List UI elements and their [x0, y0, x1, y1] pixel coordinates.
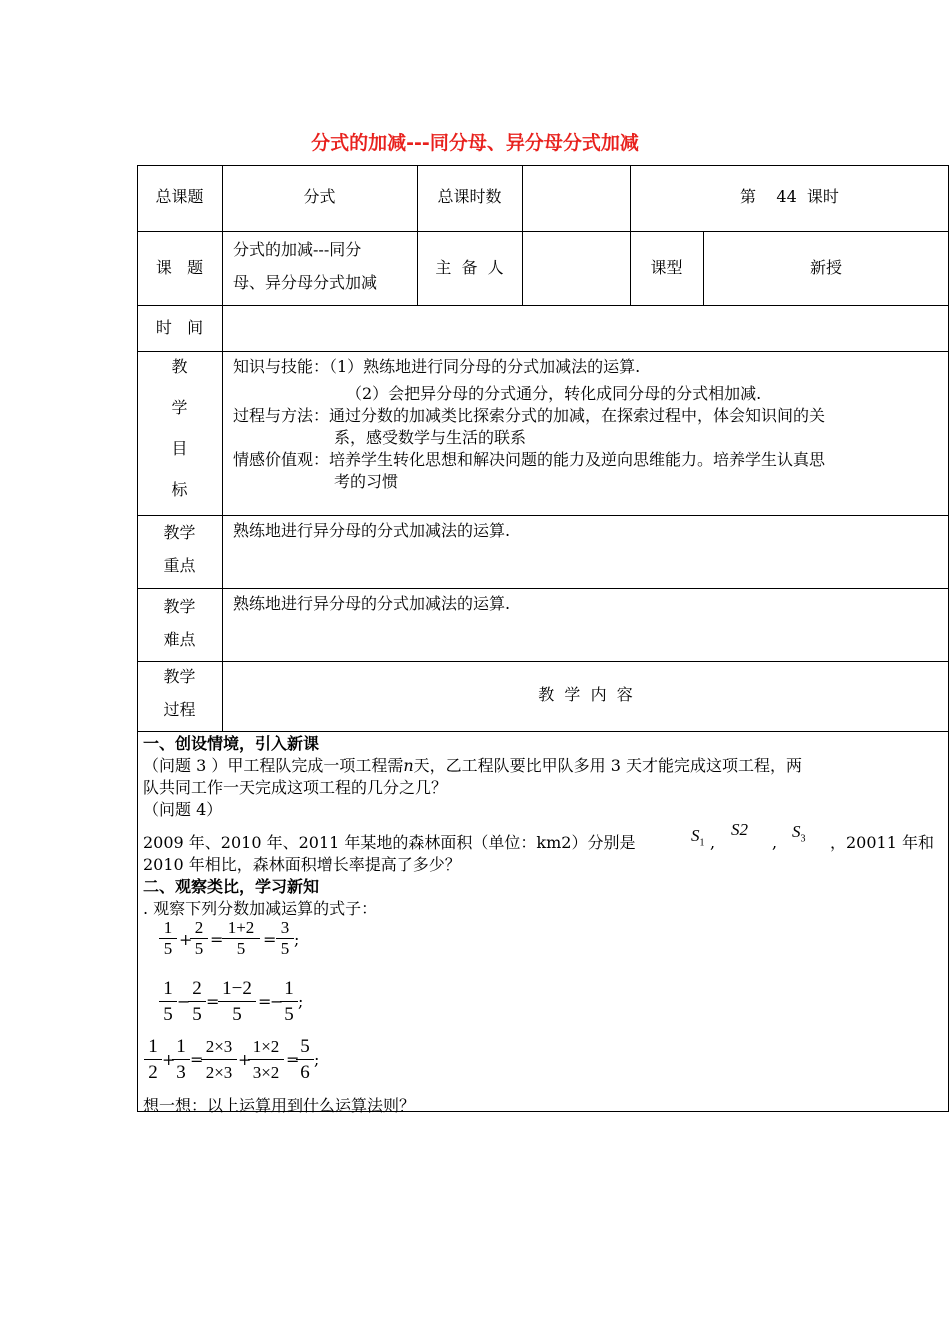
symbol-s2: S2 [731, 820, 748, 839]
comma-2: , [772, 833, 778, 852]
eq2-fraction-d: 1 5 [280, 976, 298, 1027]
eq1-fraction-d: 3 5 [276, 918, 294, 959]
row-divider [137, 305, 949, 306]
label-process-1: 教学 [163, 667, 196, 686]
question-3-line-1 [143, 755, 948, 776]
eq3-fraction-b: 1 3 [172, 1034, 190, 1085]
section-1-heading: 一、创设情境，引入新课 [143, 734, 320, 753]
question-4-label: （问题 4） [143, 800, 223, 819]
row-divider [137, 515, 949, 516]
goal-knowledge: 知识与技能：（1）熟练地进行同分母的分式加减法的运算. [233, 357, 641, 376]
eq3-fraction-d: 5 6 [296, 1034, 314, 1085]
lesson-plan-table [137, 165, 949, 1112]
eq2-equals: = [206, 992, 220, 1011]
total-topic-value: 分式 [303, 187, 336, 206]
symbol-s1: $S_1$ [691, 826, 705, 849]
label-process-2: 过程 [163, 700, 196, 719]
label-goals-4: 标 [171, 480, 188, 499]
eq1-semicolon: ; [294, 930, 300, 949]
eq3-plus-2: + [238, 1050, 252, 1069]
symbol-s3: $S_3$ [792, 822, 806, 845]
eq1-equals-2: = [263, 930, 277, 949]
eq3-fraction-e: 1×2 3×2 [248, 1034, 284, 1085]
eq3-equals: = [190, 1050, 204, 1069]
goal-knowledge-2: （2）会把异分母的分式通分，转化成同分母的分式相加减. [346, 384, 762, 403]
goal-process: 过程与方法：通过分数的加减类比探索分式的加减，在探索过程中，体会知识间的关 [233, 406, 826, 425]
goal-attitude: 情感价值观：培养学生转化思想和解决问题的能力及逆向思维能力。培养学生认真思 [233, 450, 826, 469]
label-difficulty-1: 教学 [163, 597, 196, 616]
label-total-hours: 总课时数 [437, 187, 502, 206]
row-divider [137, 661, 949, 662]
eq3-equals-2: = [286, 1050, 300, 1069]
eq2-fraction-c: 1−2 5 [218, 976, 256, 1027]
eq1-equals: = [210, 930, 224, 949]
label-goals-2: 学 [171, 398, 188, 417]
eq2-fraction-b: 2 5 [188, 976, 206, 1027]
think-question: 想一想：以上运算用到什么运算法则？ [143, 1096, 416, 1115]
forest-area-text: 2009 年、2010 年、2011 年某地的森林面积（单位：km2）分别是 [143, 833, 636, 852]
eq2-semicolon: ; [298, 992, 304, 1011]
forest-area-text-end: ，20011 年和 [830, 833, 934, 852]
eq3-semicolon: ; [314, 1050, 320, 1069]
eq1-fraction-b: 2 5 [190, 918, 208, 959]
eq1-plus: + [179, 930, 193, 949]
subject-line-1: 分式的加减---同分 [233, 240, 362, 259]
eq3-plus: + [162, 1050, 176, 1069]
row-divider [137, 231, 949, 232]
eq2-minus-2: − [270, 992, 284, 1011]
eq1-fraction-a: 1 5 [159, 918, 177, 959]
goal-attitude-2: 考的习惯 [334, 472, 399, 491]
label-lesson-type: 课型 [650, 258, 683, 277]
label-time: 时 间 [155, 318, 204, 337]
label-preparer: 主 备 人 [435, 258, 504, 277]
label-goals-3: 目 [171, 439, 188, 458]
eq3-fraction-a: 1 2 [144, 1034, 162, 1085]
subject-line-2: 母、异分母分式加减 [233, 273, 378, 292]
lesson-number: 第 44 课时 [740, 187, 839, 206]
label-total-topic: 总课题 [155, 187, 204, 206]
column-divider [222, 165, 223, 731]
comma-1: , [710, 833, 716, 852]
label-subject: 课 题 [155, 258, 204, 277]
row-divider [137, 351, 949, 352]
label-key-1: 教学 [163, 523, 196, 542]
symbol-s3-subscript: 3 [800, 833, 806, 845]
key-point-text: 熟练地进行异分母的分式加减法的运算. [233, 521, 511, 540]
eq2-minus: − [177, 992, 191, 1011]
lesson-type-value: 新授 [809, 258, 842, 277]
goal-process-2: 系，感受数学与生活的联系 [334, 428, 527, 447]
eq3-fraction-c: 2×3 2×3 [201, 1034, 237, 1085]
question-3-text-a: （问题 3 ）甲工程队完成一项工程需 [143, 756, 404, 775]
column-divider [522, 165, 523, 305]
eq1-fraction-c: 1+2 5 [222, 918, 260, 959]
symbol-s1-subscript: 1 [699, 837, 705, 849]
difficulty-text: 熟练地进行异分母的分式加减法的运算. [233, 594, 511, 613]
eq2-fraction-a: 1 5 [159, 976, 177, 1027]
page-title: 分式的加减---同分母、异分母分式加减 [311, 132, 639, 154]
question-3-text-b: 天，乙工程队要比甲队多用 3 天才能完成这项工程，两 [413, 756, 803, 775]
label-key-2: 重点 [163, 556, 196, 575]
label-goals-1: 教 [171, 357, 188, 376]
variable-n: n [403, 756, 414, 775]
label-difficulty-2: 难点 [163, 630, 196, 649]
teaching-content-heading: 教 学 内 容 [538, 685, 633, 704]
forest-area-question: 2010 年相比，森林面积增长率提高了多少？ [143, 855, 461, 874]
row-divider [137, 588, 949, 589]
row-divider [137, 731, 949, 732]
eq2-equals-2: = [258, 992, 272, 1011]
question-3-line-2: 队共同工作一天完成这项工程的几分之几？ [143, 778, 448, 797]
observe-instruction: . 观察下列分数加减运算的式子： [143, 899, 378, 918]
section-2-heading: 二、观察类比，学习新知 [143, 877, 320, 896]
